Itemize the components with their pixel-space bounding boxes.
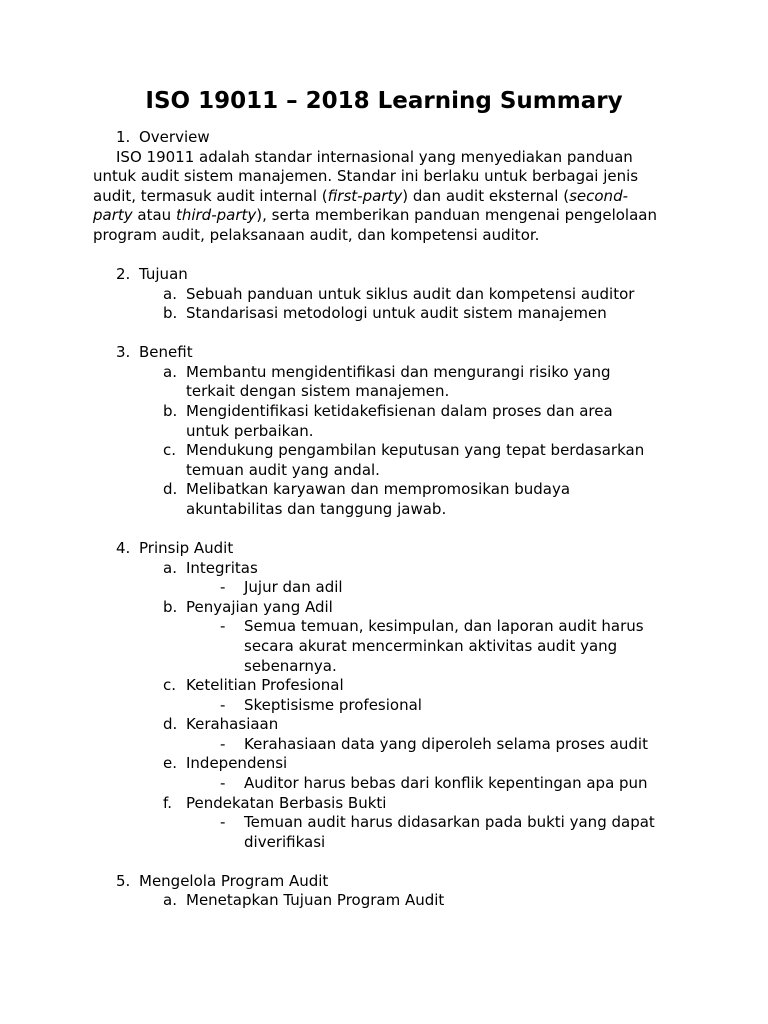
sub-item: Kerahasiaan data yang diperoleh selama proses audit — [244, 735, 648, 753]
list-marker: d. — [163, 480, 178, 498]
list-item: Pendekatan Berbasis Bukti — [186, 794, 387, 812]
dash-marker: - — [220, 774, 226, 792]
list-marker: b. — [163, 598, 178, 616]
section-1-number: 1. — [116, 128, 131, 146]
overview-line-2: untuk audit sistem manajemen. Standar ini berlaku untuk berbagai jenis — [93, 167, 639, 185]
sub-item-continuation: diverifikasi — [244, 833, 326, 851]
dash-marker: - — [220, 578, 226, 596]
list-marker: a. — [163, 891, 177, 909]
list-marker: a. — [163, 363, 177, 381]
list-item-continuation: terkait dengan sistem manajemen. — [186, 382, 450, 400]
dash-marker: - — [220, 735, 226, 753]
list-item: Standarisasi metodologi untuk audit sistem manajemen — [186, 304, 607, 322]
section-4-heading: Prinsip Audit — [139, 539, 234, 557]
list-item: Membantu mengidentifikasi dan mengurangi risiko yang — [186, 363, 611, 381]
section-2-heading: Tujuan — [139, 265, 188, 283]
sub-item: Jujur dan adil — [244, 578, 343, 596]
list-marker: b. — [163, 304, 178, 322]
overview-line-3: audit, termasuk audit internal (first-party) dan audit eksternal (second- — [93, 187, 629, 205]
section-3-number: 3. — [116, 343, 131, 361]
list-item-continuation: temuan audit yang andal. — [186, 461, 380, 479]
list-item: Integritas — [186, 559, 258, 577]
list-item-continuation: untuk perbaikan. — [186, 422, 314, 440]
section-1-heading: Overview — [139, 128, 210, 146]
list-marker: c. — [163, 676, 177, 694]
sub-item: Skeptisisme profesional — [244, 696, 422, 714]
list-marker: f. — [163, 794, 172, 812]
list-item: Sebuah panduan untuk siklus audit dan kompetensi auditor — [186, 285, 635, 303]
list-item: Mengidentifikasi ketidakefisienan dalam proses dan area — [186, 402, 613, 420]
section-2-number: 2. — [116, 265, 131, 283]
list-marker: a. — [163, 285, 177, 303]
section-5-heading: Mengelola Program Audit — [139, 872, 329, 890]
section-4-number: 4. — [116, 539, 131, 557]
sub-item: Semua temuan, kesimpulan, dan laporan audit harus — [244, 617, 644, 635]
list-item: Penyajian yang Adil — [186, 598, 333, 616]
list-marker: d. — [163, 715, 178, 733]
dash-marker: - — [220, 617, 226, 635]
list-item: Mendukung pengambilan keputusan yang tepat berdasarkan — [186, 441, 645, 459]
section-3-heading: Benefit — [139, 343, 193, 361]
sub-item: Auditor harus bebas dari konflik kepentingan apa pun — [244, 774, 648, 792]
sub-item-continuation: secara akurat mencerminkan aktivitas audit yang — [244, 637, 618, 655]
overview-line-4: party atau third-party), serta memberikan panduan mengenai pengelolaan — [93, 206, 657, 224]
list-marker: a. — [163, 559, 177, 577]
overview-line-1: ISO 19011 adalah standar internasional yang menyediakan panduan — [116, 148, 633, 166]
section-5-number: 5. — [116, 872, 131, 890]
list-marker: c. — [163, 441, 177, 459]
list-item: Kerahasiaan — [186, 715, 279, 733]
list-item: Ketelitian Profesional — [186, 676, 344, 694]
sub-item: Temuan audit harus didasarkan pada bukti yang dapat — [244, 813, 655, 831]
sub-item-continuation: sebenarnya. — [244, 657, 337, 675]
dash-marker: - — [220, 696, 226, 714]
list-marker: b. — [163, 402, 178, 420]
list-item: Independensi — [186, 754, 288, 772]
list-item-continuation: akuntabilitas dan tanggung jawab. — [186, 500, 447, 518]
list-item: Melibatkan karyawan dan mempromosikan budaya — [186, 480, 571, 498]
page-title: ISO 19011 – 2018 Learning Summary — [145, 88, 623, 114]
overview-line-5: program audit, pelaksanaan audit, dan kompetensi auditor. — [93, 226, 540, 244]
dash-marker: - — [220, 813, 226, 831]
list-item: Menetapkan Tujuan Program Audit — [186, 891, 445, 909]
list-marker: e. — [163, 754, 177, 772]
